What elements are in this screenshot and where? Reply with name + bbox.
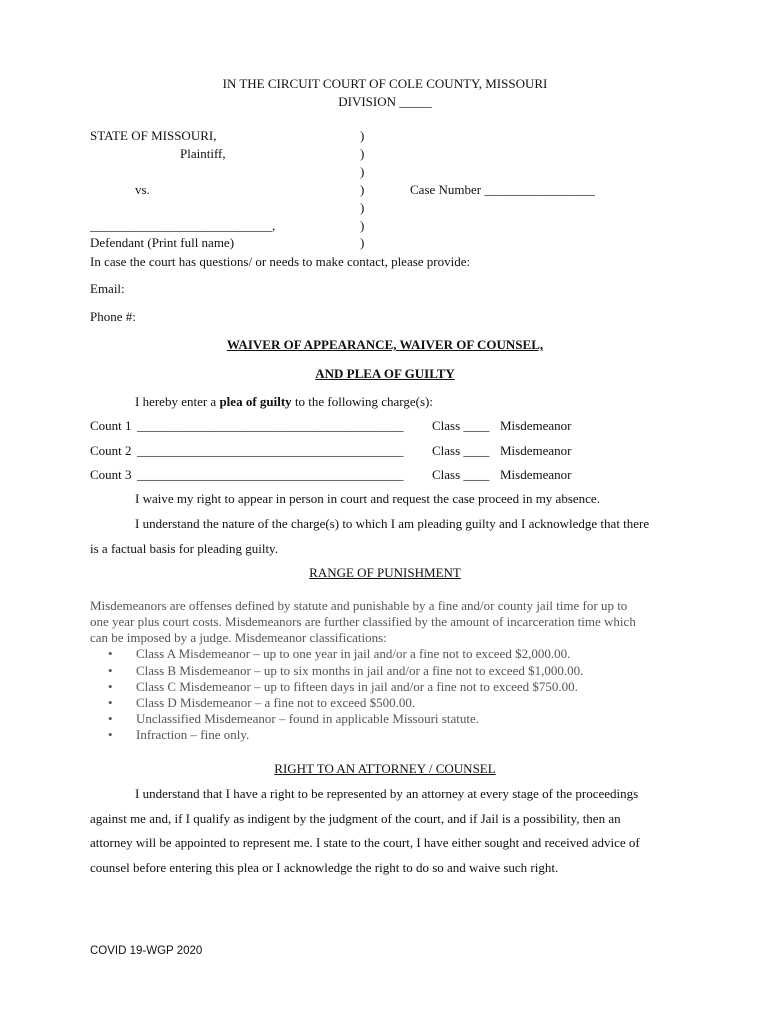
attorney-para-line: against me and, if I qualify as indigent by the judgment of the court, and if Jail is a possibility, then an	[90, 811, 621, 826]
paren: )	[360, 164, 365, 179]
count-type: Misdemeanor	[500, 418, 572, 433]
count-class: Class ____	[432, 467, 490, 482]
count-label: Count 2	[90, 443, 132, 458]
plaintiff-name: STATE OF MISSOURI,	[90, 128, 217, 143]
form-title	[0, 337, 770, 353]
classification-text: Infraction – fine only.	[136, 727, 250, 742]
contact-intro: In case the court has questions/ or needs to make contact, please provide:	[90, 254, 471, 269]
attorney-heading: RIGHT TO AN ATTORNEY / COUNSEL	[274, 761, 496, 776]
form-title-line2: AND PLEA OF GUILTY	[315, 366, 455, 381]
plea-text-post: to the following charge(s):	[291, 394, 433, 409]
defendant-name-line: ____________________________,	[90, 218, 276, 233]
waive-appearance-statement: I waive my right to appear in person in court and request the case proceed in my absence.	[135, 491, 600, 506]
paren: )	[360, 182, 365, 197]
paren: )	[360, 218, 365, 233]
punishment-para-line: one year plus court costs. Misdemeanors are further classified by the amount of incarceration time which	[90, 614, 636, 629]
count-label: Count 1	[90, 418, 132, 433]
classification-text: Unclassified Misdemeanor – found in applicable Missouri statute.	[136, 711, 479, 726]
form-title-line1: WAIVER OF APPEARANCE, WAIVER OF COUNSEL,	[226, 337, 544, 352]
count-class: Class ____	[432, 443, 490, 458]
count-line: _________________________________________	[137, 443, 404, 458]
count-label: Count 3	[90, 467, 132, 482]
plea-statement	[135, 394, 433, 410]
attorney-heading-wrap	[0, 761, 770, 777]
email-label: Email:	[90, 281, 125, 296]
understand-statement-cont: is a factual basis for pleading guilty.	[90, 541, 278, 556]
classification-text: Class A Misdemeanor – up to one year in jail and/or a fine not to exceed $2,000.00.	[136, 646, 571, 661]
count-class: Class ____	[432, 418, 490, 433]
court-name: IN THE CIRCUIT COURT OF COLE COUNTY, MISSOURI	[222, 76, 548, 91]
plea-text-bold: plea of guilty	[219, 394, 292, 409]
form-subtitle	[0, 366, 770, 382]
paren: )	[360, 235, 365, 250]
count-line: _________________________________________	[137, 418, 404, 433]
form-footer-code: COVID 19-WGP 2020	[90, 945, 203, 957]
versus-label: vs.	[135, 182, 150, 197]
understand-statement: I understand the nature of the charge(s) to which I am pleading guilty and I acknowledge that there	[135, 516, 650, 531]
count-type: Misdemeanor	[500, 467, 572, 482]
case-number-field: Case Number _________________	[410, 182, 595, 197]
attorney-para-line: attorney will be appointed to represent me. I state to the court, I have either sought and received advice of	[90, 835, 640, 850]
classification-text: Class D Misdemeanor – a fine not to exceed $500.00.	[136, 695, 416, 710]
classification-text: Class B Misdemeanor – up to six months in jail and/or a fine not to exceed $1,000.00.	[136, 663, 584, 678]
paren: )	[360, 128, 365, 143]
plaintiff-label: Plaintiff,	[180, 146, 226, 161]
punishment-para-line: Misdemeanors are offenses defined by statute and punishable by a fine and/or county jail time for up to	[90, 598, 628, 613]
phone-label: Phone #:	[90, 309, 136, 324]
paren: )	[360, 200, 365, 215]
classification-text: Class C Misdemeanor – up to fifteen days in jail and/or a fine not to exceed $750.00.	[136, 679, 578, 694]
attorney-para-line: I understand that I have a right to be represented by an attorney at every stage of the proceedings	[135, 786, 639, 801]
defendant-label: Defendant (Print full name)	[90, 235, 235, 250]
attorney-para-line: counsel before entering this plea or I acknowledge the right to do so and waive such right.	[90, 860, 559, 875]
count-type: Misdemeanor	[500, 443, 572, 458]
plea-text-pre: I hereby enter a	[135, 394, 220, 409]
division-field: DIVISION _____	[338, 94, 432, 109]
paren: )	[360, 146, 365, 161]
punishment-heading-wrap	[0, 565, 770, 581]
punishment-heading: RANGE OF PUNISHMENT	[309, 565, 461, 580]
count-line: _________________________________________	[137, 467, 404, 482]
punishment-para-line: can be imposed by a judge. Misdemeanor classifications:	[90, 630, 387, 645]
